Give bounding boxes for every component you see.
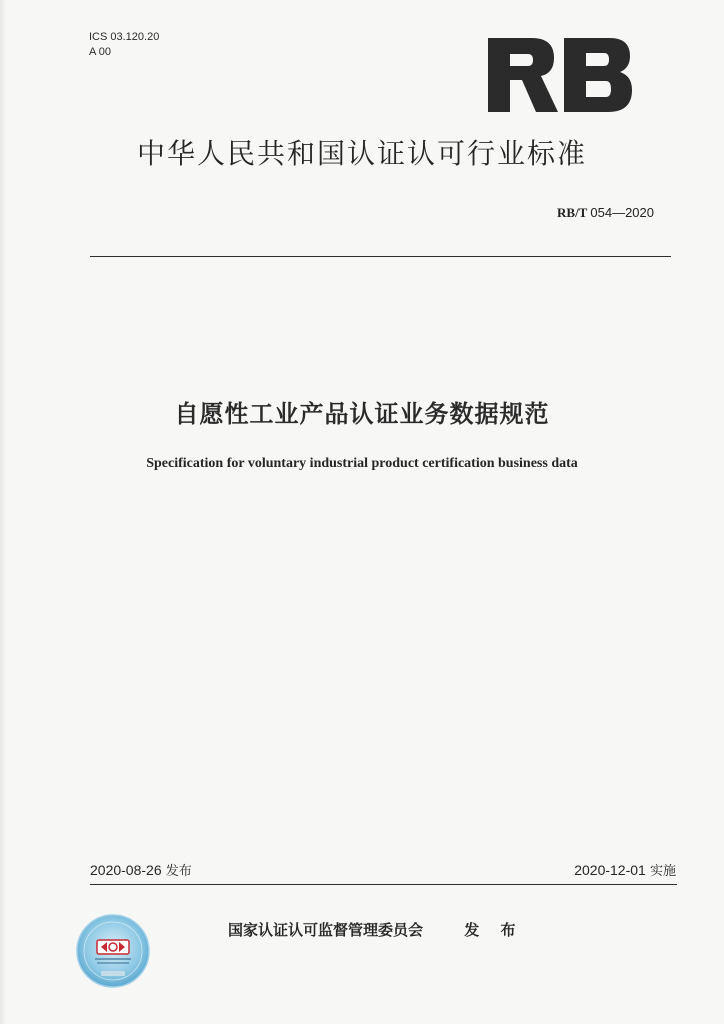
ics-code: ICS 03.120.20: [89, 31, 160, 43]
header-divider: [90, 256, 671, 257]
standard-code: [557, 205, 654, 221]
implement-date: 2020-12-01: [574, 862, 646, 878]
anti-counterfeit-seal: [75, 913, 151, 989]
rb-logo: [486, 36, 633, 114]
classification-codes: [89, 30, 159, 60]
document-title-en: Specification for voluntary industrial product certification business data: [146, 456, 578, 471]
issue-date-block: [90, 860, 192, 879]
standard-category-title: 中华人民共和国认证认可行业标准: [136, 137, 587, 170]
implement-label: 实施: [649, 864, 676, 879]
implement-date-block: [574, 860, 676, 879]
standard-code-number: 054—2020: [590, 205, 654, 220]
footer-divider: [90, 884, 677, 885]
document-title-zh: 自愿性工业产品认证业务数据规范: [174, 400, 550, 428]
issuer-line: [228, 919, 523, 940]
issuer-name: 国家认证认可监督管理委员会: [228, 921, 424, 939]
issue-date: 2020-08-26: [90, 862, 162, 878]
issuer-action: 发 布: [464, 921, 524, 939]
issue-label: 发布: [165, 864, 192, 879]
standard-code-prefix: RB/T: [557, 205, 588, 220]
ccs-code: A 00: [89, 46, 112, 58]
